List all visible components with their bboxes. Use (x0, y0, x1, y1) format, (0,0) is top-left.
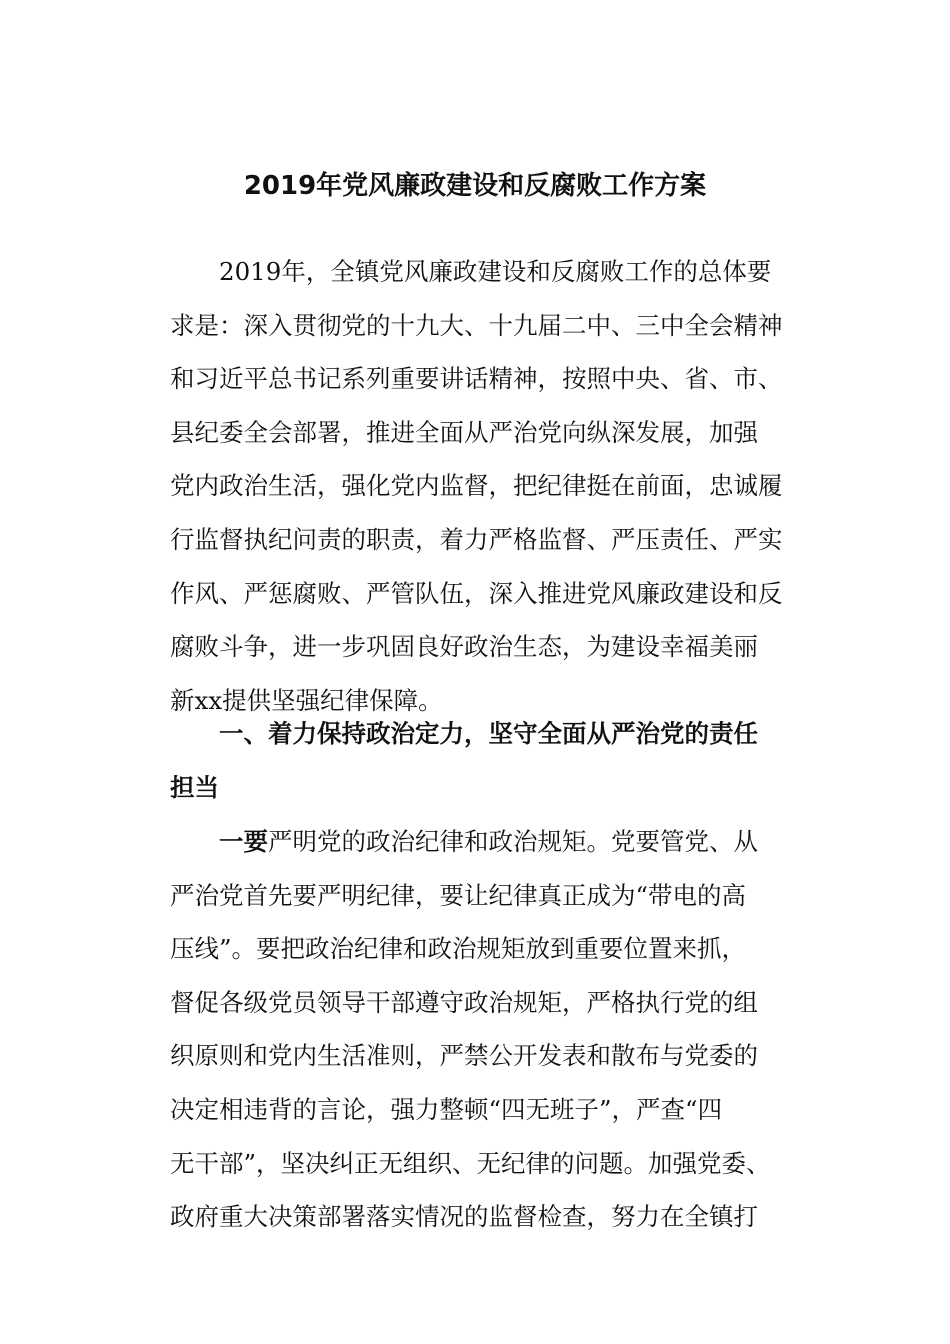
paragraph-line: 行监督执纪问责的职责，着力严格监督、严压责任、严实 (170, 524, 783, 554)
paragraph-line: 和习近平总书记系列重要讲话精神，按照中央、省、市、 (170, 364, 783, 394)
paragraph-line: 求是：深入贯彻党的十九大、十九届二中、三中全会精神 (170, 310, 783, 340)
paragraph-line: 政府重大决策部署落实情况的监督检查，努力在全镇打 (170, 1202, 758, 1232)
paragraph-line: 2019年，全镇党风廉政建设和反腐败工作的总体要 (219, 257, 772, 286)
section-paragraph (170, 815, 782, 1244)
paragraph-lead: 一要 (219, 827, 268, 856)
paragraph-line: 县纪委全会部署，推进全面从严治党向纵深发展，加强 (170, 417, 758, 447)
paragraph-line: 作风、严惩腐败、严管队伍，深入推进党风廉政建设和反 (170, 578, 783, 608)
paragraph-text: 严明党的政治纪律和政治规矩。党要管党、从 (268, 827, 758, 856)
heading-line: 一、着力保持政治定力，坚守全面从严治党的责任 (219, 719, 758, 748)
paragraph-line: 无干部”，坚决纠正无组织、无纪律的问题。加强党委、 (170, 1148, 771, 1178)
section-heading (170, 707, 782, 814)
heading-line: 担当 (170, 772, 219, 802)
paragraph-line: 压线”。要把政治纪律和政治规矩放到重要位置来抓， (170, 934, 747, 964)
intro-paragraph (170, 245, 782, 727)
paragraph-line: 决定相违背的言论，强力整顿“四无班子”，严查“四 (170, 1094, 723, 1124)
paragraph-line: 党内政治生活，强化党内监督，把纪律挺在前面，忠诚履 (170, 471, 783, 501)
paragraph-line: 腐败斗争，进一步巩固良好政治生态，为建设幸福美丽 (170, 632, 758, 662)
paragraph-line: 织原则和党内生活准则，严禁公开发表和散布与党委的 (170, 1041, 758, 1071)
paragraph-line: 严治党首先要严明纪律，要让纪律真正成为“带电的高 (170, 880, 747, 910)
paragraph-line: 督促各级党员领导干部遵守政治规矩，严格执行党的组 (170, 987, 758, 1017)
paragraph-line: 新xx提供坚强纪律保障。 (170, 685, 443, 715)
paragraph-line (170, 815, 782, 869)
document-title: 2019年党风廉政建设和反腐败工作方案 (243, 171, 707, 201)
